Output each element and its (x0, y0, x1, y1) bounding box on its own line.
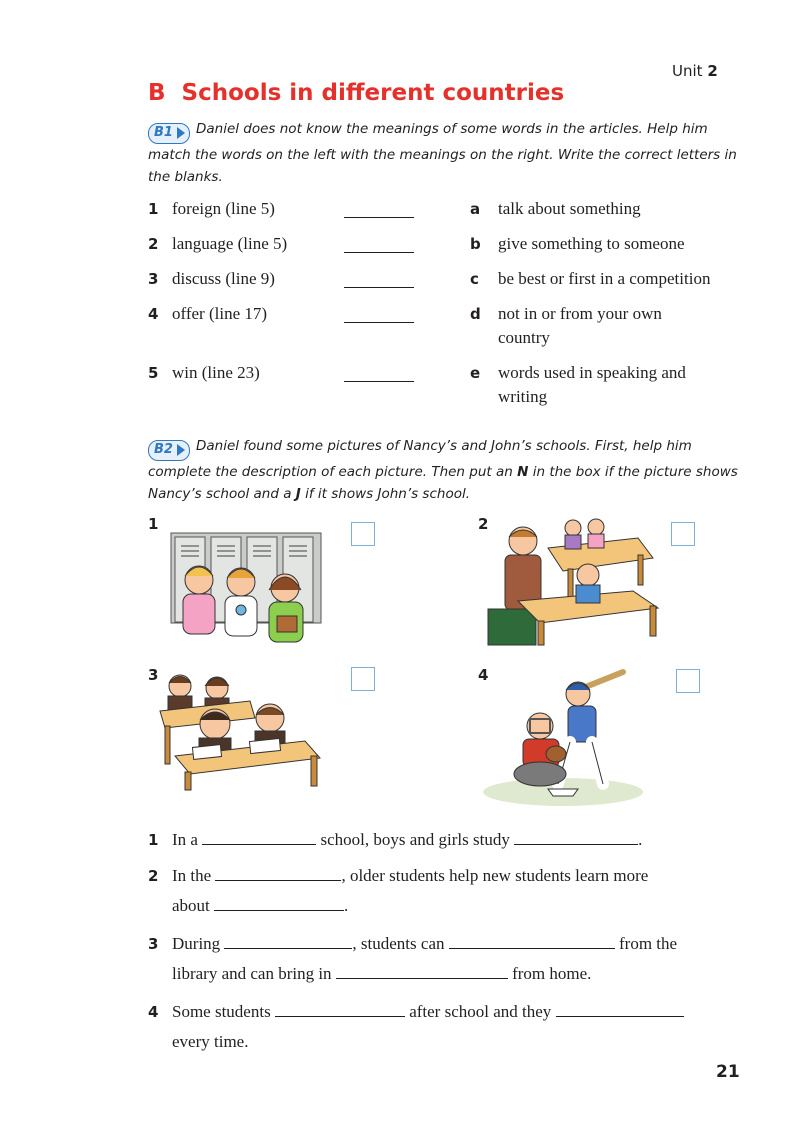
picture-baseball (478, 664, 648, 809)
meaning-text: not in or from your own country (498, 304, 662, 347)
sentence-text: In a (172, 830, 198, 849)
play-icon (177, 127, 185, 139)
play-icon (177, 444, 185, 456)
sentence-text: , students can (352, 934, 445, 953)
sentence-number: 1 (148, 831, 159, 849)
picture-classroom-teacher (478, 513, 668, 648)
sentence-4-cont (148, 1027, 748, 1057)
answer-box[interactable] (351, 522, 375, 546)
section-letter: B (148, 80, 166, 106)
fill-blank[interactable] (514, 830, 638, 845)
sentence-text: During (172, 934, 221, 953)
page-number: 21 (716, 1062, 740, 1082)
item-word: language (line 5) (172, 234, 288, 253)
item-word: offer (line 17) (172, 304, 268, 323)
item-number: 3 (148, 270, 159, 288)
item-word: discuss (line 9) (172, 269, 275, 288)
item-number: 2 (148, 235, 159, 253)
sentence-text: Some students (172, 1002, 271, 1021)
picture-number: 3 (148, 666, 159, 684)
meaning-letter: d (470, 305, 481, 323)
meaning-letter: a (470, 200, 481, 218)
sentence-1 (148, 825, 748, 855)
sentence-3 (148, 929, 748, 959)
meaning-text: be best or first in a competition (498, 269, 711, 288)
b2-instructions-text: if it shows John’s school. (300, 485, 471, 502)
fill-blank[interactable] (214, 896, 344, 911)
sentence-3-cont (148, 959, 748, 989)
answer-blank[interactable] (344, 217, 414, 218)
item-number: 4 (148, 305, 159, 323)
fill-blank[interactable] (336, 964, 508, 979)
sentence-text: every time. (172, 1032, 249, 1051)
sentence-number: 2 (148, 867, 159, 885)
answer-blank[interactable] (344, 287, 414, 288)
sentence-text: In the (172, 866, 212, 885)
b1-badge-label: B1 (154, 125, 173, 140)
sentence-2-cont (148, 891, 748, 921)
fill-blank[interactable] (215, 866, 341, 881)
answer-box[interactable] (351, 667, 375, 691)
picture-number: 2 (478, 515, 489, 533)
b2-instructions-text: in the box if the picture shows Nancy’s school and a (148, 463, 738, 502)
sentence-text: school, boys and girls study (320, 830, 510, 849)
picture-number: 1 (148, 515, 159, 533)
section-title-text: Schools in different countries (181, 80, 565, 106)
fill-blank[interactable] (224, 934, 352, 949)
answer-blank[interactable] (344, 252, 414, 253)
b1-instructions (148, 118, 748, 188)
letter-n: N (517, 463, 529, 480)
meaning-letter: b (470, 235, 481, 253)
meaning-text: words used in speaking and writing (498, 363, 686, 406)
sentence-text: after school and they (409, 1002, 552, 1021)
unit-label (672, 62, 718, 80)
sentence-number: 4 (148, 1003, 159, 1021)
letter-j: J (295, 485, 301, 502)
picture-number: 4 (478, 666, 489, 684)
b2-badge (148, 440, 190, 461)
sentence-text: . (344, 896, 349, 915)
fill-blank[interactable] (275, 1002, 405, 1017)
item-number: 5 (148, 364, 159, 382)
answer-box[interactable] (676, 669, 700, 693)
unit-word: Unit (672, 62, 703, 80)
item-word: foreign (line 5) (172, 199, 275, 218)
picture-lockers (163, 528, 328, 648)
b1-instructions-text: Daniel does not know the meanings of some words in the articles. Help him match the words on the left with the meanings on the right. Write the correct letters in the blanks. (148, 121, 737, 185)
answer-blank[interactable] (344, 381, 414, 382)
sentence-text: , older students help new students learn more (341, 866, 649, 885)
b2-badge-label: B2 (154, 442, 173, 457)
fill-blank[interactable] (202, 830, 316, 845)
unit-number: 2 (707, 62, 718, 80)
sentence-text: library and can bring in (172, 964, 332, 983)
b2-instructions-text: Daniel found some pictures of Nancy’s and John’s schools. First, help him complete the description of each picture. Then put an (148, 438, 692, 480)
fill-blank[interactable] (556, 1002, 684, 1017)
sentence-text: from home. (512, 964, 592, 983)
b1-badge (148, 123, 190, 144)
answer-blank[interactable] (344, 322, 414, 323)
answer-box[interactable] (671, 522, 695, 546)
meaning-text: talk about something (498, 199, 641, 218)
item-number: 1 (148, 200, 159, 218)
section-title (148, 80, 564, 106)
meaning-letter: c (470, 270, 479, 288)
sentence-4 (148, 997, 748, 1027)
fill-blank[interactable] (449, 934, 615, 949)
sentence-text: . (638, 830, 643, 849)
sentence-2 (148, 861, 748, 891)
item-word: win (line 23) (172, 363, 260, 382)
meaning-letter: e (470, 364, 481, 382)
picture-uniform-students (155, 666, 325, 791)
sentence-number: 3 (148, 935, 159, 953)
meaning-text: give something to someone (498, 234, 685, 253)
sentence-text: from the (619, 934, 678, 953)
sentence-text: about (172, 896, 210, 915)
b2-instructions (148, 435, 748, 505)
